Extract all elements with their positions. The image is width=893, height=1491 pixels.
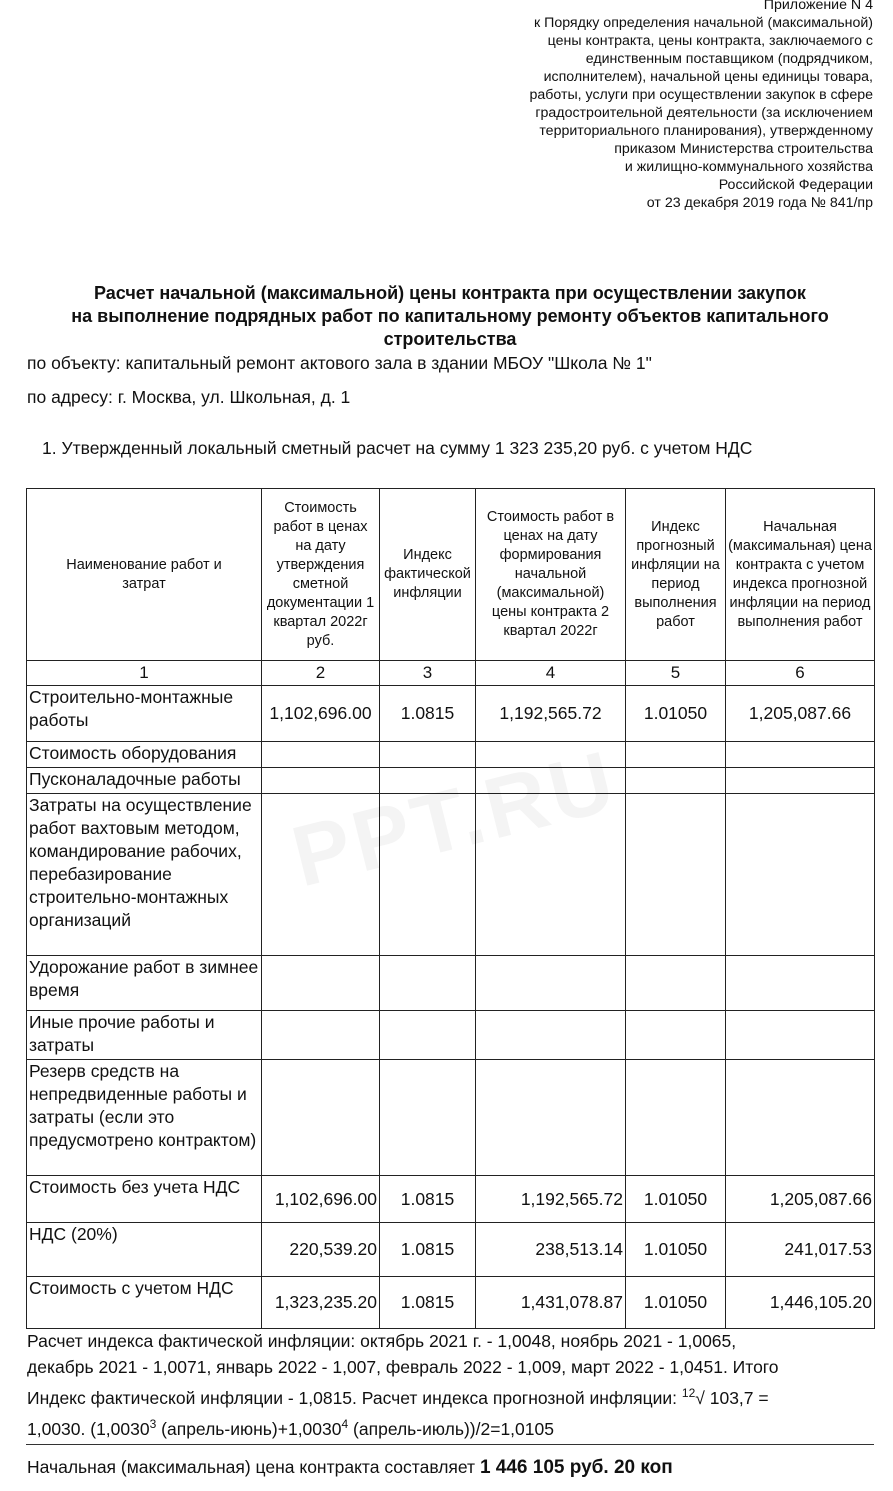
appendix-header <box>453 0 873 212</box>
appendix-line: и жилищно-коммунального хозяйства <box>624 159 873 175</box>
cell-cost-base: 220,539.20 <box>262 1223 380 1277</box>
power: 4 <box>341 1416 349 1431</box>
notes-line <box>27 1380 877 1411</box>
column-number: 5 <box>626 661 726 686</box>
cell-cost-base: 1,323,235.20 <box>262 1277 380 1329</box>
cell-forecast-index <box>626 956 726 1011</box>
column-number: 4 <box>476 661 626 686</box>
table-header-row <box>27 489 875 661</box>
final-price <box>27 1457 673 1479</box>
cell-actual-index: 1.0815 <box>380 1277 476 1329</box>
document-title <box>30 282 870 351</box>
column-number-row <box>27 661 875 686</box>
column-number: 3 <box>380 661 476 686</box>
appendix-line: единственным поставщиком (подрядчиком, <box>585 51 873 67</box>
cell-actual-index: 1.0815 <box>380 686 476 742</box>
cell-actual-index <box>380 742 476 768</box>
column-header: Индекс прогнозный инфляции на период выполнения работ <box>626 489 726 661</box>
cell-max-price: 1,446,105.20 <box>726 1277 875 1329</box>
root-degree: 12 <box>681 1386 696 1400</box>
notes-text: (апрель-июнь)+1,0030 <box>156 1418 342 1439</box>
cell-forecast-index <box>626 768 726 794</box>
notes-line: Расчет индекса фактической инфляции: октябрь 2021 г. - 1,0048, ноябрь 2021 - 1,0065, <box>27 1331 737 1351</box>
row-name: Пусконаладочные работы <box>27 768 262 794</box>
table-row <box>27 686 875 742</box>
notes-text: (апрель-июль))/2=1,0105 <box>348 1418 554 1439</box>
cell-max-price: 241,017.53 <box>726 1223 875 1277</box>
row-name: Стоимость с учетом НДС <box>27 1277 262 1329</box>
cell-actual-index <box>380 1011 476 1060</box>
cell-max-price: 1,205,087.66 <box>726 686 875 742</box>
estimate-point: 1. Утвержденный локальный сметный расчет на сумму 1 323 235,20 руб. с учетом НДС <box>42 438 753 458</box>
cell-actual-index: 1.0815 <box>380 1176 476 1223</box>
column-header: Стоимость работ в ценах на дату формирования начальной (максимальной) цены контракта 2 квартал 2022г <box>476 489 626 661</box>
appendix-line: цены контракта, цены контракта, заключаемого с <box>547 33 873 49</box>
notes-text: √ 103,7 = <box>695 1387 769 1408</box>
appendix-line: Приложение N 4 <box>763 0 873 13</box>
appendix-line: от 23 декабря 2019 года № 841/пр <box>646 195 873 211</box>
cell-forecast-index: 1.01050 <box>626 686 726 742</box>
notes-text: 1,0030. (1,0030 <box>27 1418 150 1439</box>
cell-cost-base <box>262 956 380 1011</box>
title-line: строительства <box>383 329 517 349</box>
column-header: Стоимость работ в ценах на дату утверждения сметной документации 1 квартал 2022г руб. <box>262 489 380 661</box>
row-name: Иные прочие работы и затраты <box>27 1011 262 1060</box>
cell-forecast-index <box>626 794 726 956</box>
column-number: 6 <box>726 661 875 686</box>
column-number: 2 <box>262 661 380 686</box>
appendix-line: исполнителем), начальной цены единицы товара, <box>543 69 873 85</box>
row-name: НДС (20%) <box>27 1223 262 1277</box>
notes-text: Индекс фактической инфляции - 1,0815. Расчет индекса прогнозной инфляции: <box>27 1387 682 1408</box>
cell-cost-base: 1,102,696.00 <box>262 1176 380 1223</box>
cell-cost-current <box>476 956 626 1011</box>
final-price-amount: 1 446 105 руб. 20 коп <box>479 1457 673 1478</box>
cell-cost-current: 1,192,565.72 <box>476 686 626 742</box>
table-row <box>27 1011 875 1060</box>
cell-max-price <box>726 742 875 768</box>
final-price-label: Начальная (максимальная) цена контракта составляет <box>27 1457 480 1477</box>
column-header: Индекс фактической инфляции <box>380 489 476 661</box>
table-row <box>27 956 875 1011</box>
column-header: Наименование работ и затрат <box>27 489 262 661</box>
address-line: по адресу: г. Москва, ул. Школьная, д. 1 <box>27 387 351 407</box>
cell-actual-index <box>380 956 476 1011</box>
appendix-line: приказом Министерства строительства <box>614 141 873 157</box>
cost-table <box>26 488 875 1329</box>
cell-cost-current <box>476 1060 626 1176</box>
cell-max-price <box>726 768 875 794</box>
cell-forecast-index: 1.01050 <box>626 1223 726 1277</box>
appendix-line: к Порядку определения начальной (максимальной) <box>533 15 873 31</box>
table-row <box>27 1060 875 1176</box>
appendix-line: градостроительной деятельности (за исключением <box>535 105 873 121</box>
cell-cost-current: 1,431,078.87 <box>476 1277 626 1329</box>
row-name: Строительно-монтажные работы <box>27 686 262 742</box>
column-number: 1 <box>27 661 262 686</box>
cell-cost-base <box>262 768 380 794</box>
cell-actual-index <box>380 1060 476 1176</box>
power: 3 <box>149 1416 157 1431</box>
cell-cost-base <box>262 1011 380 1060</box>
cell-forecast-index: 1.01050 <box>626 1176 726 1223</box>
cell-max-price <box>726 956 875 1011</box>
table-row <box>27 1223 875 1277</box>
row-name: Резерв средств на непредвиденные работы и затраты (если это предусмотрено контрактом) <box>27 1060 262 1176</box>
divider <box>26 1444 874 1445</box>
cell-max-price <box>726 1011 875 1060</box>
cell-forecast-index <box>626 1011 726 1060</box>
notes-line: декабрь 2021 - 1,0071, январь 2022 - 1,007, февраль 2022 - 1,009, март 2022 - 1,0451. Итого <box>27 1357 779 1377</box>
notes-line <box>27 1411 877 1442</box>
cell-cost-current: 238,513.14 <box>476 1223 626 1277</box>
appendix-line: Российской Федерации <box>718 177 873 193</box>
cell-max-price <box>726 794 875 956</box>
inflation-notes <box>27 1328 877 1442</box>
title-line: на выполнение подрядных работ по капитальному ремонту объектов капитального <box>71 306 829 326</box>
row-name: Стоимость оборудования <box>27 742 262 768</box>
cell-cost-base <box>262 1060 380 1176</box>
cell-cost-current <box>476 1011 626 1060</box>
title-line: Расчет начальной (максимальной) цены контракта при осуществлении закупок <box>94 283 806 303</box>
row-name: Затраты на осуществление работ вахтовым методом, командирование рабочих, перебазирование строительно-монтажных организаций <box>27 794 262 956</box>
cell-cost-current: 1,192,565.72 <box>476 1176 626 1223</box>
column-header: Начальная (максимальная) цена контракта с учетом индекса прогнозной инфляции на период выполнения работ <box>726 489 875 661</box>
cell-cost-base: 1,102,696.00 <box>262 686 380 742</box>
table-row <box>27 1176 875 1223</box>
table-row <box>27 1277 875 1329</box>
row-name: Стоимость без учета НДС <box>27 1176 262 1223</box>
row-name: Удорожание работ в зимнее время <box>27 956 262 1011</box>
cell-actual-index: 1.0815 <box>380 1223 476 1277</box>
cell-cost-base <box>262 742 380 768</box>
cell-forecast-index <box>626 1060 726 1176</box>
cell-forecast-index <box>626 742 726 768</box>
object-line: по объекту: капитальный ремонт актового зала в здании МБОУ "Школа № 1" <box>27 353 652 373</box>
cell-forecast-index: 1.01050 <box>626 1277 726 1329</box>
appendix-line: работы, услуги при осуществлении закупок в сфере <box>529 87 873 103</box>
cell-max-price <box>726 1060 875 1176</box>
cell-max-price: 1,205,087.66 <box>726 1176 875 1223</box>
appendix-line: территориального планирования), утвержденному <box>539 123 873 139</box>
table-row <box>27 742 875 768</box>
